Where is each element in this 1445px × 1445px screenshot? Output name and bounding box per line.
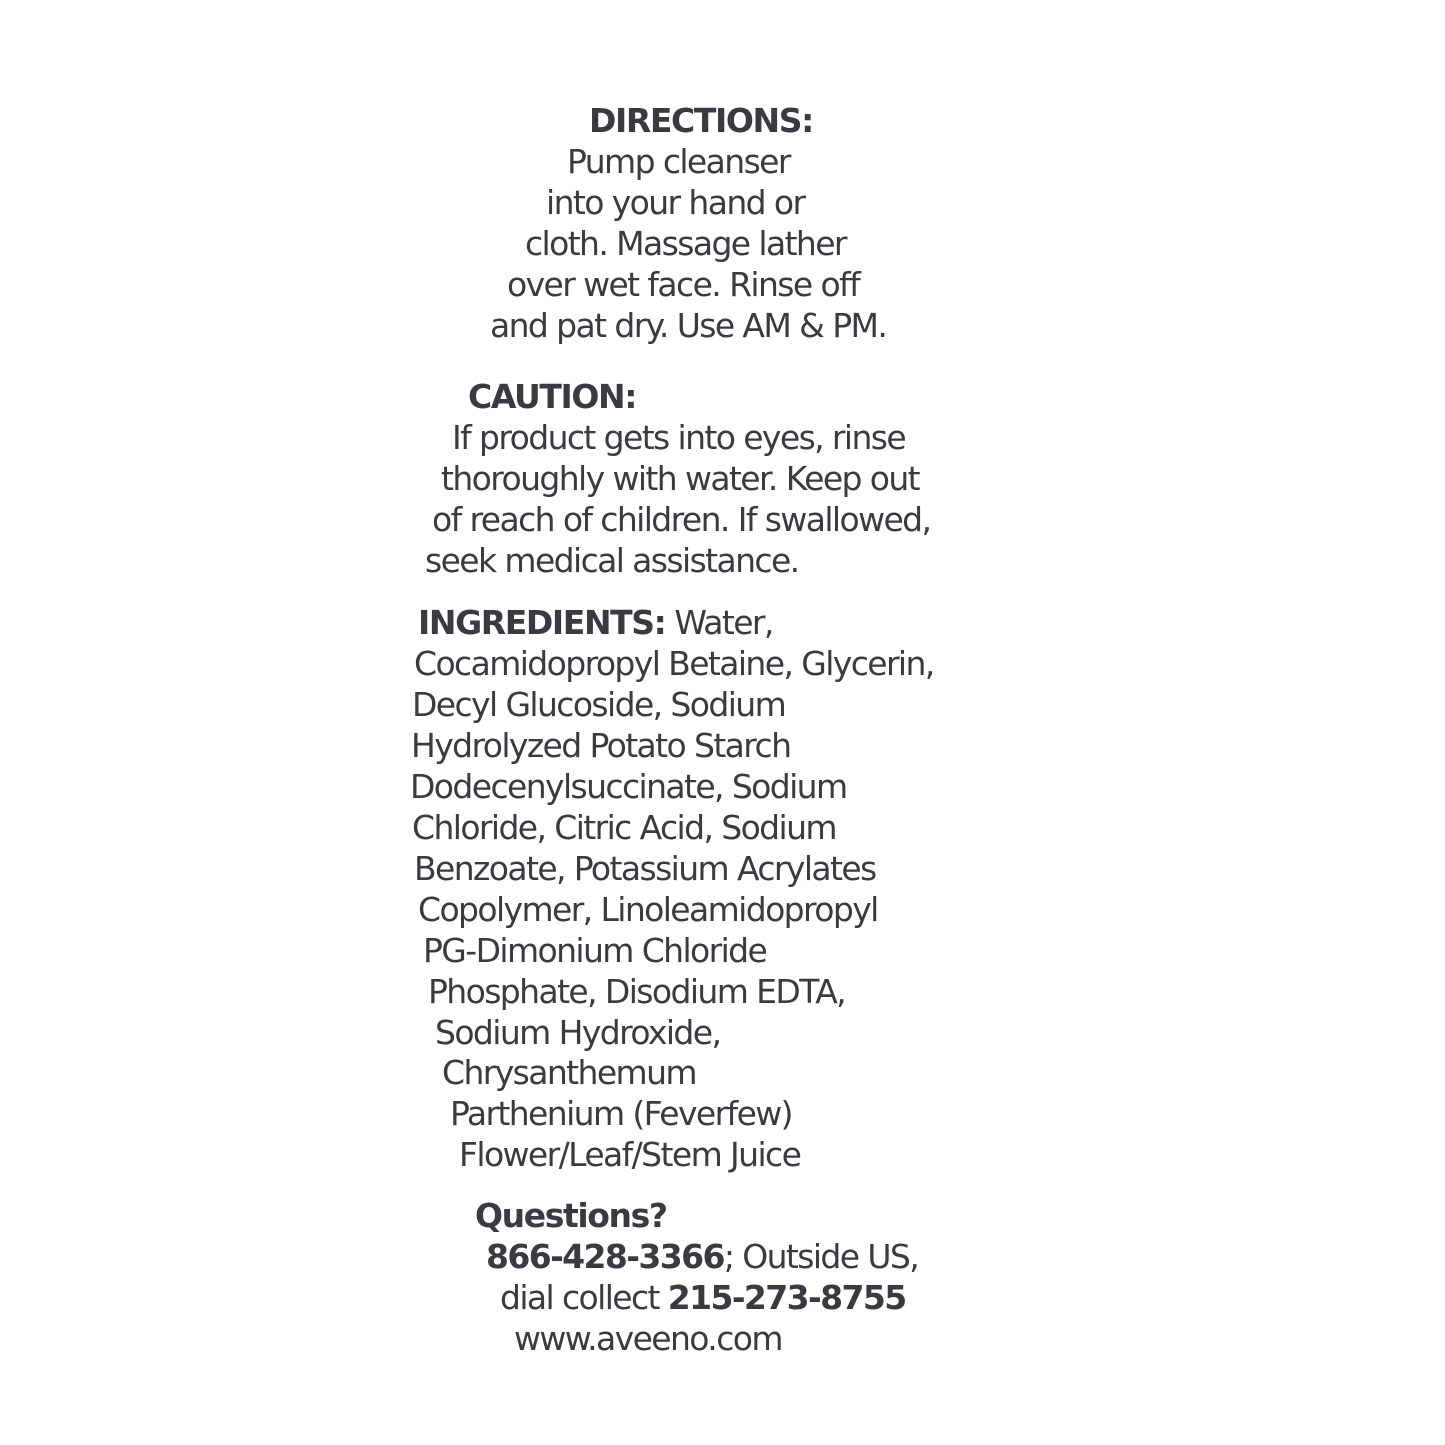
ingredients-line: Phosphate, Disodium EDTA, — [428, 972, 846, 1011]
caution-line: If product gets into eyes, rinse — [452, 418, 906, 457]
ingredients-first-item: Water, — [665, 603, 773, 642]
dial-collect-text: dial collect — [500, 1278, 668, 1317]
directions-line: cloth. Massage lather — [525, 224, 846, 263]
directions-line: into your hand or — [546, 183, 805, 222]
ingredients-line: Hydrolyzed Potato Starch — [411, 726, 791, 765]
questions-phone-line — [486, 1236, 918, 1277]
directions-line: and pat dry. Use AM & PM. — [490, 306, 887, 345]
ingredients-line: PG-Dimonium Chloride — [423, 931, 767, 970]
ingredients-line: Dodecenylsuccinate, Sodium — [410, 767, 847, 806]
outside-us-phone-number: 215-273-8755 — [667, 1278, 906, 1317]
ingredients-line: Copolymer, Linoleamidopropyl — [418, 890, 878, 929]
ingredients-line: Flower/Leaf/Stem Juice — [459, 1135, 801, 1174]
questions-collect-line — [500, 1277, 906, 1318]
ingredients-line: Benzoate, Potassium Acrylates — [414, 849, 876, 888]
ingredients-line: Cocamidopropyl Betaine, Glycerin, — [414, 644, 934, 683]
ingredients-first-line — [418, 602, 773, 643]
caution-line: seek medical assistance. — [425, 541, 799, 580]
ingredients-line: Chloride, Citric Acid, Sodium — [412, 808, 836, 847]
us-phone-number: 866-428-3366 — [486, 1237, 724, 1276]
questions-heading: Questions? — [475, 1196, 667, 1235]
outside-us-text: ; Outside US, — [723, 1237, 919, 1276]
ingredients-line: Parthenium (Feverfew) — [450, 1094, 792, 1133]
ingredients-line: Sodium Hydroxide, — [435, 1013, 721, 1052]
caution-heading: CAUTION: — [468, 377, 636, 416]
website-url: www.aveeno.com — [514, 1319, 782, 1358]
directions-line: over wet face. Rinse off — [507, 265, 860, 304]
caution-line: of reach of children. If swallowed, — [432, 500, 931, 539]
caution-line: thoroughly with water. Keep out — [441, 459, 919, 498]
directions-heading: DIRECTIONS: — [589, 101, 813, 140]
ingredients-line: Chrysanthemum — [442, 1053, 696, 1092]
directions-line: Pump cleanser — [567, 142, 790, 181]
ingredients-line: Decyl Glucoside, Sodium — [412, 685, 786, 724]
ingredients-heading: INGREDIENTS: — [418, 603, 666, 642]
